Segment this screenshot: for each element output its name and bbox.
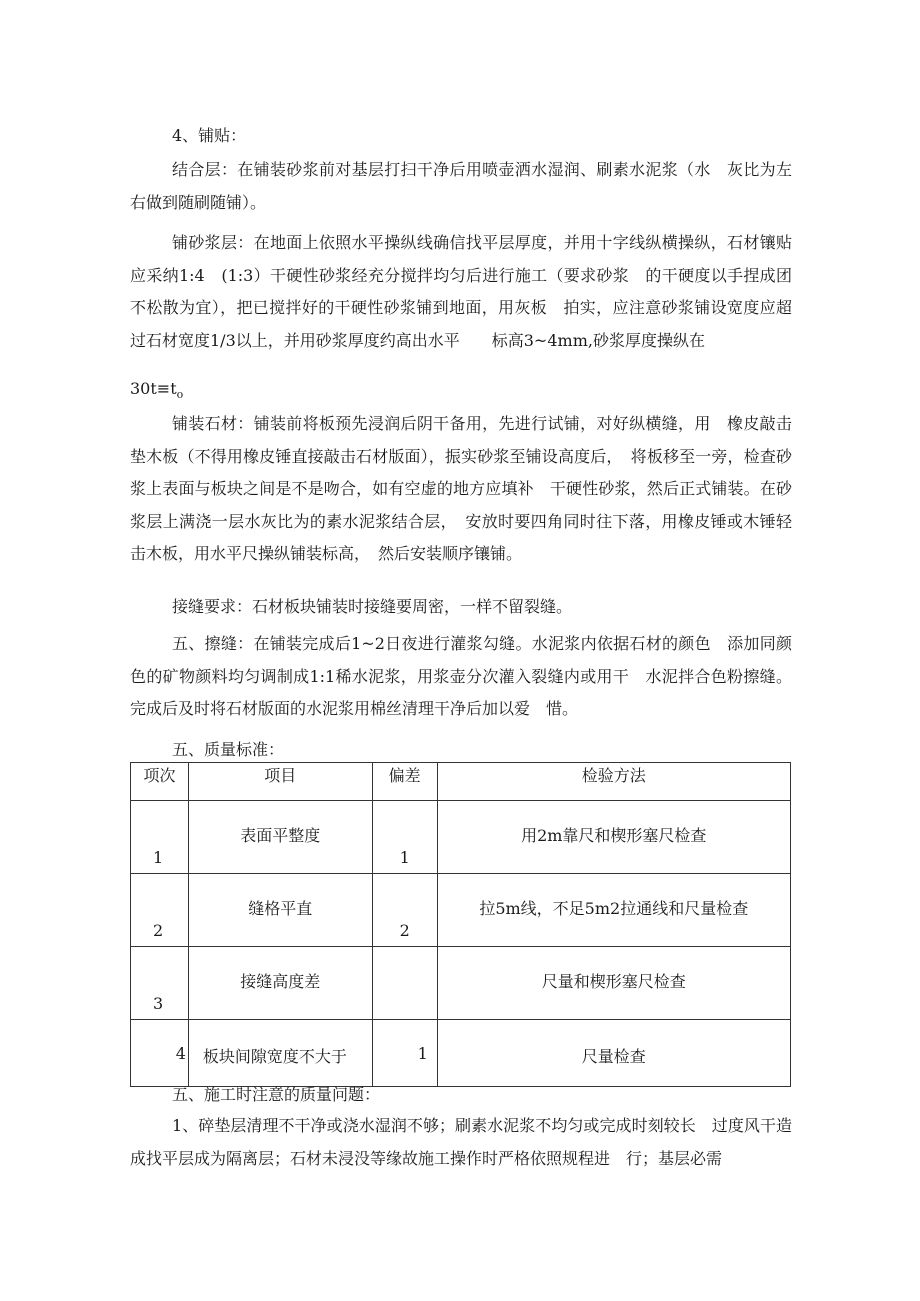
stone-paving-paragraph: 铺装石材：铺装前将板预先浸润后阴干备用，先进行试铺，对好纵横缝，用 橡皮敲击垫木板（不得用橡皮锤直接敲击石材版面），振实砂浆至铺设高度后， 将板移至一旁，检查砂浆上表面与板块之间是不是吻合，如有空虚的地方应填补 干硬性砂浆，然后正式铺装。在砂浆层上满浇一层水灰比为的素水泥浆结合层， 安放时要四角同时往下落，用橡皮锤或木锤轻击木板，用水平尺操纵铺装标高， 然后安装顺序镶铺。 — [130, 414, 792, 563]
mortar-layer-paragraph: 铺砂浆层：在地面上依照水平操纵线确信找平层厚度，并用十字线纵横操纵，石材镶贴应采纳1:4 (1:3）干硬性砂浆经充分搅拌均匀后进行施工（要求砂浆 的干硬度以手捏成团不松散为宜），把已搅拌好的干硬性砂浆铺到地面，用灰板 拍实，应注意砂浆铺设宽度应超过石材宽度1/3以上，并用砂浆厚度约高出水平 标高3~4mm,砂浆厚度操纵在 — [130, 233, 792, 350]
joint-requirement-paragraph: 接缝要求：石材板块铺装时接缝要周密，一样不留裂缝。 — [172, 597, 573, 616]
table-row — [131, 947, 791, 1020]
table-row — [131, 801, 791, 874]
mortar-layer-tail-text: 30t≡t — [130, 379, 177, 398]
row-deviation: 1 — [417, 1044, 428, 1063]
quality-table — [130, 762, 791, 1087]
header-item: 项目 — [188, 763, 372, 801]
row-no: 4 — [175, 1044, 186, 1063]
header-method: 检验方法 — [437, 763, 790, 801]
row-item: 表面平整度 — [240, 826, 321, 845]
table-row — [131, 1020, 791, 1087]
table-row — [131, 874, 791, 947]
row-deviation: 1 — [399, 848, 410, 867]
quality-standard-heading: 五、质量标准： — [172, 740, 285, 759]
grouting-paragraph: 五、擦缝：在铺装完成后1~2日夜进行灌浆勾缝。水泥浆内依据石材的颜色 添加同颜色的矿物颜料均匀调制成1:1稀水泥浆，用浆壶分次灌入裂缝内或用干 水泥拌合色粉擦缝。完成后及时将石材版面的水泥浆用棉丝清理干净后加以爱 惜。 — [130, 634, 792, 718]
header-no: 项次 — [131, 763, 189, 801]
row-no: 3 — [153, 994, 164, 1013]
row-item: 板块间隙宽度不大于 — [202, 1047, 347, 1066]
row-method: 尺量和楔形塞尺检查 — [541, 972, 686, 991]
header-deviation: 偏差 — [372, 763, 437, 801]
row-item: 缝格平直 — [248, 899, 313, 918]
row-method: 尺量检查 — [581, 1047, 646, 1066]
row-deviation: 2 — [399, 921, 410, 940]
mortar-layer-tail-sub: o — [176, 388, 184, 402]
laying-heading: 4、铺贴： — [172, 126, 247, 145]
bonding-layer-paragraph: 结合层：在铺装砂浆前对基层打扫干净后用喷壶洒水湿润、刷素水泥浆（水 灰比为左右做到随刷随铺）。 — [130, 160, 792, 212]
issue-1-paragraph: 1、碎垫层清理不干净或浇水湿润不够；刷素水泥浆不均匀或完成时刻较长 过度风干造成找平层成为隔离层；石材未浸没等缘故施工操作时严格依照规程进 行；基层必需 — [130, 1116, 792, 1168]
row-no: 2 — [153, 921, 164, 940]
mortar-layer-tail — [130, 373, 792, 412]
row-method: 拉5m线，不足5m2拉通线和尺量检查 — [479, 899, 749, 918]
row-method: 用2m靠尺和楔形塞尺检查 — [521, 826, 707, 845]
quality-table-header-row — [131, 763, 791, 801]
construction-issues-heading: 五、施工时注意的质量问题： — [172, 1085, 381, 1104]
row-item: 接缝高度差 — [240, 972, 321, 991]
row-no: 1 — [153, 848, 164, 867]
